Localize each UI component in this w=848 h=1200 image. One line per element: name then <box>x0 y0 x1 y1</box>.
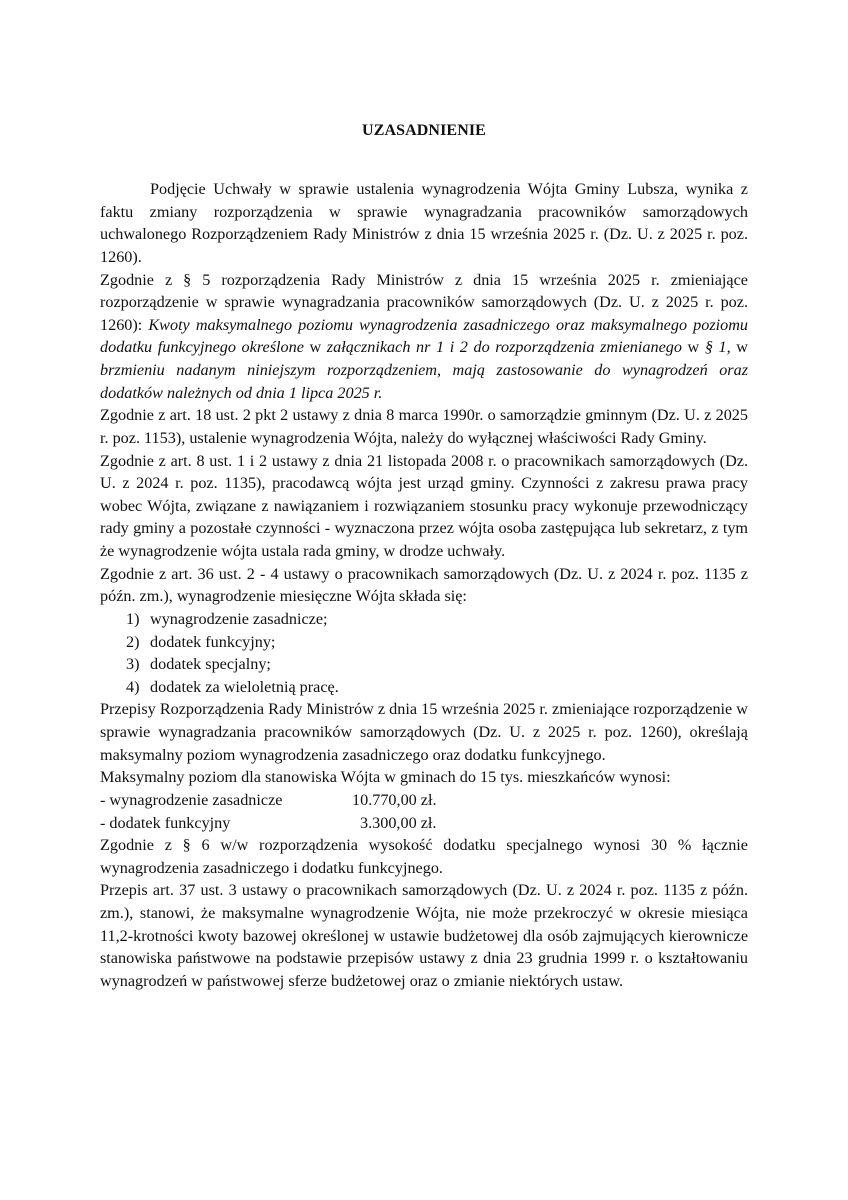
amount-label: - wynagrodzenie zasadnicze <box>100 790 283 809</box>
paragraph-regulation-provisions: Przepisy Rozporządzenia Rady Ministrów z dnia 15 września 2025 r. zmieniające rozporządzenie w sprawie wynagradzania pracowników samorządowych (Dz. U. z 2025 r. poz. 1260), określają maksymalny poziom wynagrodzenia zasadniczego oraz dodatku funkcyjnego. <box>100 700 748 764</box>
paragraph-intro: Podjęcie Uchwały w sprawie ustalenia wynagrodzenia Wójta Gminy Lubsza, wynika z faktu zmiany rozporządzenia w sprawie wynagradzania pracowników samorządowych uchwalonego Rozporządzeniem Rady Ministrów z dnia 15 września 2025 r. (Dz. U. z 2025 r. poz. 1260). <box>100 180 748 266</box>
list-item-text: dodatek specjalny; <box>150 655 271 674</box>
list-item-number: 3) <box>126 655 140 674</box>
paragraph-art37: Przepis art. 37 ust. 3 ustawy o pracownikach samorządowych (Dz. U. z 2024 r. poz. 1135 z późn. zm.), stanowi, że maksymalne wynagrodzenie Wójta, nie może przekroczyć w okresie miesiąca 11,2-krotności kwoty bazowej określonej w ustawie budżetowej dla osób zajmujących kierownicze stanowiska państwowe na podstawie przepisów ustawy z dnia 23 grudnia 1999 r. o kształtowaniu wynagrodzeń w państwowej sferze budżetowej oraz o zmianie niektórych ustaw. <box>100 881 748 990</box>
quote-connector-2: w <box>681 338 705 357</box>
list-item-text: dodatek funkcyjny; <box>150 632 276 651</box>
paragraph-regulation-par5 <box>100 269 748 405</box>
paragraph-art18: Zgodnie z art. 18 ust. 2 pkt 2 ustawy z dnia 8 marca 1990r. o samorządzie gminnym (Dz. U. z 2025 r. poz. 1153), ustalenie wynagrodzenia Wójta, należy do wyłącznej właściwości Rady Gminy. <box>100 406 748 447</box>
paragraph-art8: Zgodnie z art. 8 ust. 1 i 2 ustawy z dnia 21 listopada 2008 r. o pracownikach samorządowych (Dz. U. z 2024 r. poz. 1135), pracodawcą wójta jest urząd gminy. Czynności z zakresu prawa pracy wobec Wójta, związane z nawiązaniem i rozwiązaniem stosunku pracy wykonuje przewodniczący rady gminy a pozostałe czynności - wyznaczona przez wójta osoba zastępująca lub sekretarz, z tym że wynagrodzenie wójta ustala rada gminy, w drodze uchwały. <box>100 451 748 560</box>
amount-row-base-salary <box>100 789 748 812</box>
paragraph-par6-special-allowance: Zgodnie z § 6 w/w rozporządzenia wysokość dodatku specjalnego wynosi 30 % łącznie wynagrodzenia zasadniczego i dodatku funkcyjnego. <box>100 836 748 877</box>
list-item <box>100 608 748 631</box>
quote-connector-1: w <box>303 338 327 357</box>
list-item-text: dodatek za wieloletnią pracę. <box>150 677 339 696</box>
list-item <box>100 653 748 676</box>
salary-components-list <box>100 608 748 699</box>
paragraph-max-level: Maksymalny poziom dla stanowiska Wójta w gminach do 15 tys. mieszkańców wynosi: <box>100 768 671 787</box>
document-body <box>100 178 748 993</box>
list-item-text: wynagrodzenie zasadnicze; <box>150 609 328 628</box>
amount-value: 3.300,00 zł. <box>360 813 437 832</box>
amount-label: - dodatek funkcyjny <box>100 813 231 832</box>
list-item <box>100 631 748 654</box>
list-item-number: 2) <box>126 632 140 651</box>
amount-row-function-allowance <box>100 812 748 835</box>
list-item <box>100 676 748 699</box>
quote-part-b: załącznikach nr 1 i 2 do rozporządzenia zmienianego <box>326 338 682 357</box>
quote-part-a: Kwoty maksymalnego poziomu wynagrodzenia zasadniczego oraz maksymalnego poziomu dodatku funkcyjnego określone <box>100 315 748 357</box>
quote-connector-3: w <box>730 338 748 357</box>
paragraph-art36: Zgodnie z art. 36 ust. 2 - 4 ustawy o pracownikach samorządowych (Dz. U. z 2024 r. poz. 1135 z późn. zm.), wynagrodzenie miesięczne Wójta składa się: <box>100 564 748 606</box>
paragraph-regulation-par5-lead: Zgodnie z § 5 rozporządzenia Rady Ministrów z dnia 15 września 2025 r. zmieniające rozporządzenie w sprawie wynagradzania pracowników samorządowych (Dz. U. z 2025 r. poz. 1260): <box>100 270 748 334</box>
list-item-number: 1) <box>126 609 140 628</box>
quote-part-d: brzmieniu nadanym niniejszym rozporządzeniem, mają zastosowanie do wynagrodzeń oraz dodatków należnych od dnia 1 lipca 2025 r. <box>100 361 748 402</box>
list-item-number: 4) <box>126 677 140 696</box>
quote-part-c: § 1, <box>704 338 731 357</box>
document-title: UZASADNIENIE <box>362 122 486 139</box>
amount-value: 10.770,00 zł. <box>352 790 437 809</box>
